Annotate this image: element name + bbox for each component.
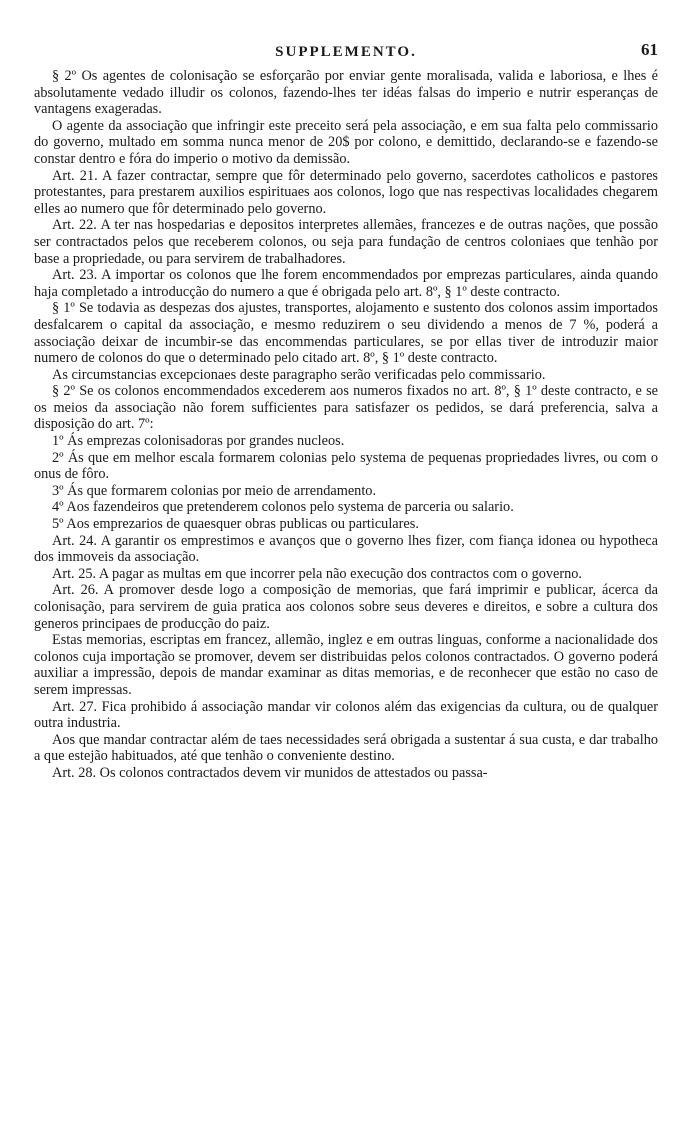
paragraph-art23-para1: § 1º Se todavia as despezas dos ajustes, transportes, alojamento e sustento dos colonos assim importados desfalcarem o capital da associação, e mesmo reduzirem o seu dividendo a menos de 7 %, poderá a associação deixar de incumbir-se das encommendas particulares, se por ellas tiver de introduzir maior numero de colonos do que o determinado pelo citado art. 8º, § 1º deste contracto. <box>34 300 658 367</box>
document-page <box>34 40 658 782</box>
list-item-1: 1º Ás emprezas colonisadoras por grandes nucleos. <box>52 433 345 450</box>
paragraph-art22: Art. 22. A ter nas hospedarias e depositos interpretes allemães, francezes e de outras nações, que possão ser contractados pelos que receberem colonos, ou seja para fundação de centros coloniaes que tenhão por base a propriedade, ou para servirem de trabalhadores. <box>34 217 658 267</box>
paragraph-agent-penalty: O agente da associação que infringir este preceito será pela associação, e em sua falta pelo commissario do governo, multado em somma nunca menor de 20$ por colono, e demittido, declarando-se e fazendo-se constar dentro e fóra do imperio o motivo da demissão. <box>34 117 658 167</box>
page-number: 61 <box>641 40 658 59</box>
paragraph-art27: Art. 27. Fica prohibido á associação mandar vir colonos além das exigencias da cultura, ou de qualquer outra industria. <box>34 698 658 732</box>
paragraph-circumstances: As circumstancias excepcionaes deste paragrapho serão verificadas pelo commissario. <box>52 366 546 383</box>
paragraph-art23-para2: § 2º Se os colonos encommendados excederem aos numeros fixados no art. 8º, § 1º deste contracto, e se os meios da associação não forem sufficientes para satisfazer os pedidos, se dará preferencia, salva a disposição do art. 7º: <box>34 383 658 433</box>
list-item-4: 4º Aos fazendeiros que pretenderem colonos pelo systema de parceria ou salario. <box>52 499 514 516</box>
paragraph-art21: Art. 21. A fazer contractar, sempre que fôr determinado pelo governo, sacerdotes catholicos e pastores protestantes, para prestarem auxilios espirituaes aos colonos, logo que nas respectivas localidades chegarem elles ao numero que fôr determinado pelo governo. <box>34 167 658 217</box>
list-item-2: 2º Ás que em melhor escala formarem colonias pelo systema de pequenas propriedades livres, ou com o onus de fôro. <box>34 449 658 483</box>
paragraph-sustain: Aos que mandar contractar além de taes necessidades será obrigada a sustentar á sua custa, e dar trabalho a que estejão habituados, até que tenhão o conveniente destino. <box>34 731 658 765</box>
paragraph-art24: Art. 24. A garantir os emprestimos e avanços que o governo lhes fizer, com fiança idonea ou hypotheca dos immoveis da associação. <box>34 532 658 566</box>
paragraph-art28: Art. 28. Os colonos contractados devem vir munidos de attestados ou passa- <box>52 764 488 781</box>
body-text <box>34 68 658 782</box>
page-header <box>34 40 658 64</box>
paragraph-memorias: Estas memorias, escriptas em francez, allemão, inglez e em outras linguas, conforme a nacionalidade dos colonos cuja importação se promover, devem ser distribuidas pelos colonos contractados. O governo poderá auxiliar a impressão, depois de mandar examinar as ditas memorias, e de reconhecer que estão no caso de serem impressas. <box>34 632 658 698</box>
paragraph-art26: Art. 26. A promover desde logo a composição de memorias, que fará imprimir e publicar, ácerca da colonisação, para servirem de guia pratica aos colonos sobre seus deveres e direitos, e sobre a cultura dos generos principaes de producção do paiz. <box>34 582 658 632</box>
running-title: SUPPLEMENTO. <box>275 44 417 60</box>
list-item-3: 3º Ás que formarem colonias por meio de arrendamento. <box>52 482 377 499</box>
paragraph-art20-para2: § 2º Os agentes de colonisação se esforçarão por enviar gente moralisada, valida e laboriosa, e lhes é absolutamente vedado illudir os colonos, fazendo-lhes ter idéas falsas do imperio e nutrir esperanças de vantagens exageradas. <box>34 68 658 118</box>
list-item-5: 5º Aos emprezarios de quaesquer obras publicas ou particulares. <box>52 516 419 533</box>
paragraph-art23: Art. 23. A importar os colonos que lhe forem encommendados por emprezas particulares, ainda quando haja completado a introducção do numero a que é obrigada pelo art. 8º, § 1º deste contracto. <box>34 267 658 300</box>
paragraph-art25: Art. 25. A pagar as multas em que incorrer pela não execução dos contractos com o governo. <box>52 565 582 582</box>
